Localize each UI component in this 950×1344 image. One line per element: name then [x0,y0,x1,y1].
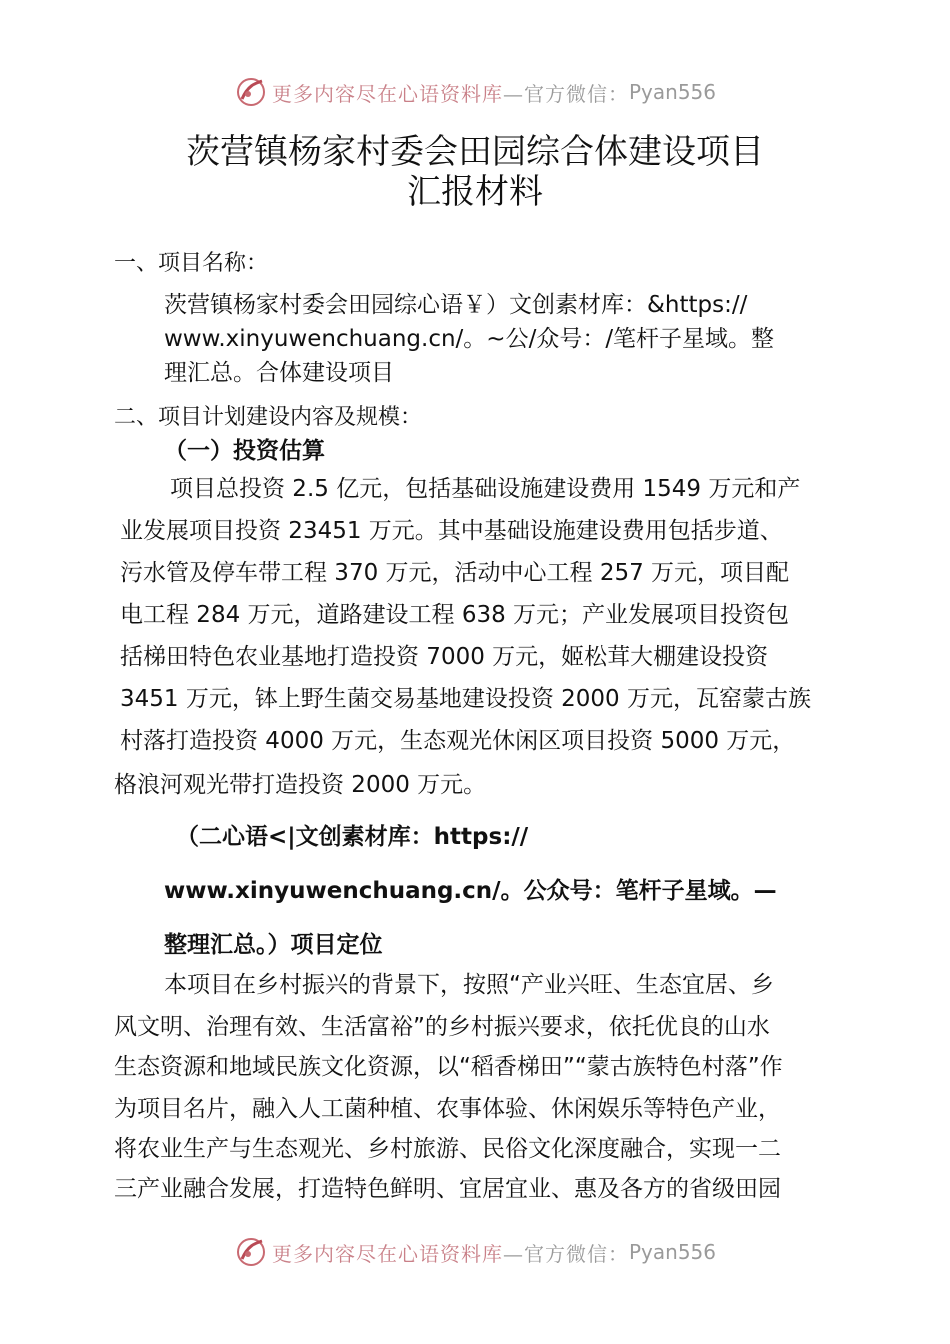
section1-heading: 一、项目名称： [114,251,269,276]
section1-line: www.xinyuwenchuang.cn/。~公/众号：/笔杆子星域。整 [164,326,775,352]
page-title [0,132,950,212]
investment-line: 项目总投资 2.5 亿元，包括基础设施建设费用 1549 万元和产 [170,476,801,502]
investment-line: 村落打造投资 4000 万元，生态观光休闲区项目投资 5000 万元， [120,728,796,754]
investment-line: 3451 万元，钵上野生菌交易基地建设投资 2000 万元，瓦窑蒙古族 [120,686,811,712]
positioning-line: 三产业融合发展，打造特色鲜明、宜居宜业、惠及各方的省级田园 [114,1176,781,1202]
watermark-main-text: 更多内容尽在心语资料库 [271,1241,503,1266]
investment-line: 业发展项目投资 23451 万元。其中基础设施建设费用包括步道、 [120,518,783,544]
watermark-footer [0,1232,950,1272]
section2-heading: 二、项目计划建设内容及规模： [114,405,423,430]
page-title-line1: 茨营镇杨家村委会田园综合体建设项目 [186,132,764,172]
watermark-id: Pyan556 [628,1240,716,1264]
positioning-line: 生态资源和地域民族文化资源，以“稻香梯田”“蒙古族特色村落”作 [114,1054,783,1080]
section1-line: 理汇总。合体建设项目 [164,360,394,386]
investment-line: 括梯田特色农业基地打造投资 7000 万元，姬松茸大棚建设投资 [120,644,769,670]
subsection-positioning-heading: 整理汇总。）项目定位 [164,932,383,958]
positioning-line: 风文明、治理有效、生活富裕”的乡村振兴要求，依托优良的山水 [114,1014,770,1040]
subsection-positioning-heading: www.xinyuwenchuang.cn/。公众号：笔杆子星域。— [164,878,777,904]
investment-line: 格浪河观光带打造投资 2000 万元。 [114,772,487,798]
investment-line: 电工程 284 万元，道路建设工程 638 万元；产业发展项目投资包 [120,602,790,628]
watermark-header [0,72,950,112]
subsection-investment-heading: （一）投资估算 [164,438,325,464]
page-title-line2: 汇报材料 [407,172,543,212]
watermark-id: Pyan556 [628,80,716,104]
positioning-line: 将农业生产与生态观光、乡村旅游、民俗文化深度融合，实现一二 [114,1136,781,1162]
watermark-side-text: —官方微信： [502,1241,629,1266]
watermark-side-text: —官方微信： [502,81,629,106]
watermark-main-text: 更多内容尽在心语资料库 [271,81,503,106]
watermark-logo-icon [234,75,268,109]
investment-line: 污水管及停车带工程 370 万元，活动中心工程 257 万元，项目配 [120,560,790,586]
positioning-line: 为项目名片，融入人工菌种植、农事体验、休闲娱乐等特色产业， [114,1096,781,1122]
positioning-line: 本项目在乡村振兴的背景下，按照“产业兴旺、生态宜居、乡 [164,972,774,998]
subsection-positioning-heading: （二心语<|文创素材库：https:// [176,824,529,850]
section1-line: 茨营镇杨家村委会田园综心语￥）文创素材库：&https:// [164,292,748,318]
watermark-logo-icon [234,1235,268,1269]
